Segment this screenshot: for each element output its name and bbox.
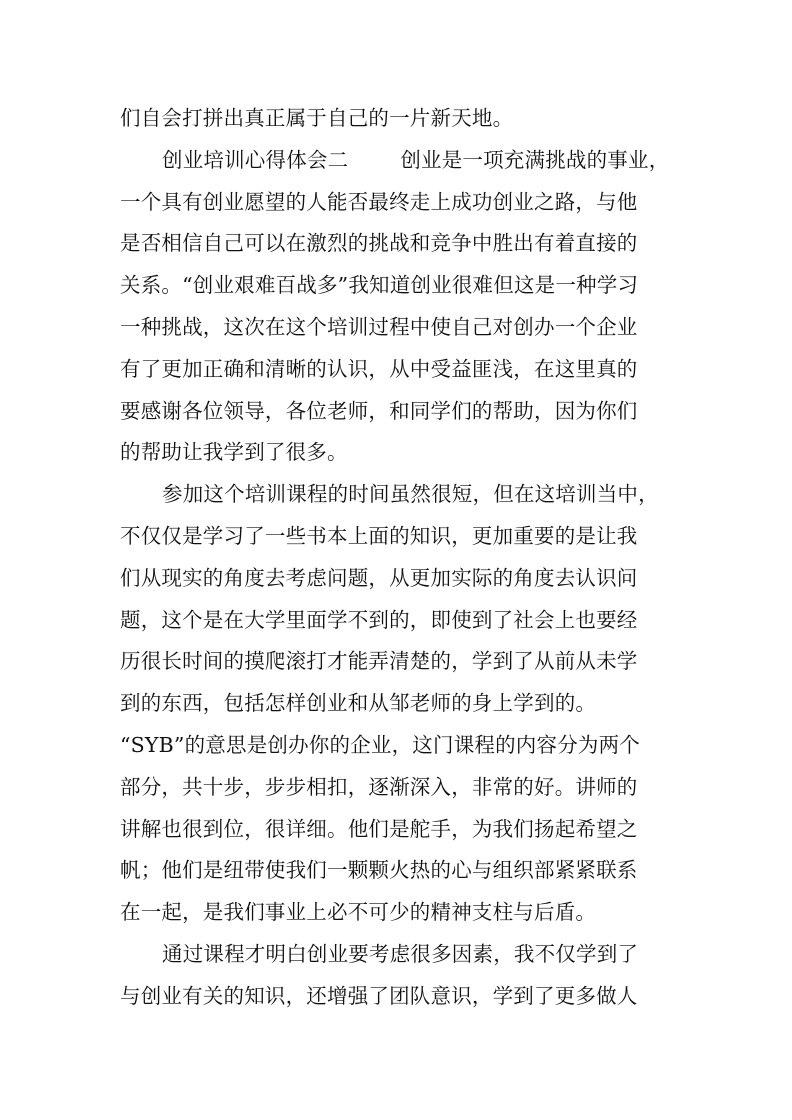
document-page — [120, 98, 670, 1018]
text-line: 历很长时间的摸爬滚打才能弄清楚的，学到了从前从未学 — [120, 649, 638, 674]
paragraph-text: 创业是一项充满挑战的事业， — [400, 147, 670, 172]
section-heading-line — [120, 140, 670, 182]
text-line: 一种挑战，这次在这个培训过程中使自己对创办一个企业 — [120, 314, 638, 339]
paragraph-start-line: 通过课程才明白创业要考虑很多因素，我不仅学到了 — [162, 941, 639, 966]
text-line: 是否相信自己可以在激烈的挑战和竞争中胜出有着直接的 — [120, 231, 638, 256]
text-line: 部分，共十步，步步相扣，逐渐深入，非常的好。讲师的 — [120, 774, 638, 799]
text-line: 们自会打拼出真正属于自己的一片新天地。 — [120, 106, 514, 130]
text-line: 们从现实的角度去考虑问题，从更加实际的角度去认识问 — [120, 565, 638, 590]
text-line: 要感谢各位领导，各位老师，和同学们的帮助，因为你们 — [120, 398, 638, 423]
text-line: 与创业有关的知识，还增强了团队意识，学到了更多做人 — [120, 983, 638, 1008]
text-line: “SYB”的意思是创办你的企业，这门课程的内容分为两个 — [120, 732, 641, 757]
paragraph-start-line: 参加这个培训课程的时间虽然很短，但在这培训当中， — [162, 482, 659, 507]
text-line: 到的东西，包括怎样创业和从邹老师的身上学到的。 — [120, 691, 597, 716]
text-line: 关系。“创业艰难百战多”我知道创业很难但这是一种学习 — [120, 273, 639, 298]
text-line: 不仅仅是学习了一些书本上面的知识，更加重要的是让我 — [120, 523, 638, 548]
text-line: 一个具有创业愿望的人能否最终走上成功创业之路，与他 — [120, 189, 638, 214]
text-line: 的帮助让我学到了很多。 — [120, 440, 348, 465]
text-line: 帆；他们是纽带使我们一颗颗火热的心与组织部紧紧联系 — [120, 858, 638, 883]
text-line: 有了更加正确和清晰的认识，从中受益匪浅，在这里真的 — [120, 356, 638, 381]
section-title: 创业培训心得体会二 — [162, 147, 349, 172]
text-line: 讲解也很到位，很详细。他们是舵手，为我们扬起希望之 — [120, 816, 638, 841]
text-line: 在一起，是我们事业上必不可少的精神支柱与后盾。 — [120, 900, 597, 925]
text-line: 题，这个是在大学里面学不到的，即使到了社会上也要经 — [120, 607, 638, 632]
